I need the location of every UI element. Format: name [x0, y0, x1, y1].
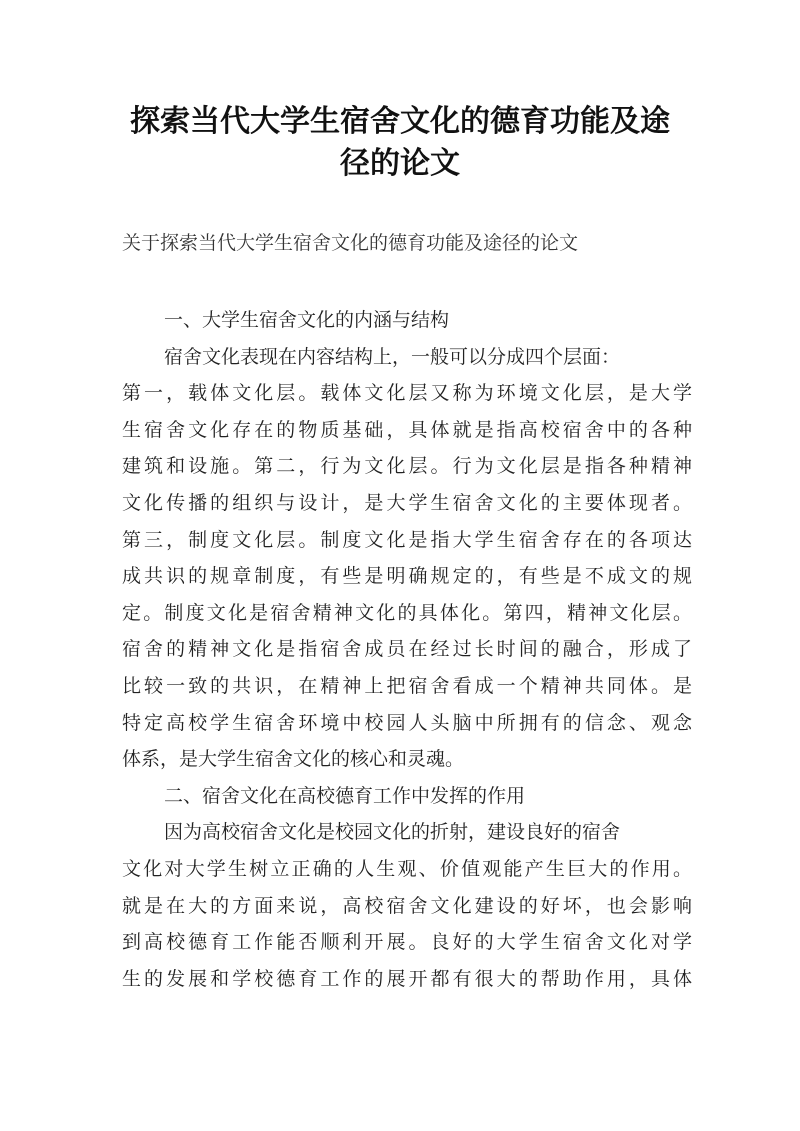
paragraph-line: 文化传播的组织与设计，是大学生宿舍文化的主要体现者。 [122, 491, 692, 514]
paragraph-line: 因为高校宿舍文化是校园文化的折射，建设良好的宿舍 [164, 821, 621, 844]
paragraph-line: 生的发展和学校德育工作的展开都有很大的帮助作用，具体 [122, 967, 692, 990]
paragraph-line: 成共识的规章制度，有些是明确规定的，有些是不成文的规 [122, 565, 692, 588]
section-heading-1: 一、大学生宿舍文化的内涵与结构 [164, 309, 450, 331]
paragraph-line: 生宿舍文化存在的物质基础，具体就是指高校宿舍中的各种 [122, 418, 692, 441]
document-subtitle: 关于探索当代大学生宿舍文化的德育功能及途径的论文 [122, 232, 579, 254]
document-title-line-2: 径的论文 [340, 146, 460, 181]
document-title-line-1: 探索当代大学生宿舍文化的德育功能及途 [130, 104, 670, 139]
paragraph-line: 文化对大学生树立正确的人生观、价值观能产生巨大的作用。 [122, 857, 692, 880]
paragraph-line: 建筑和设施。第二，行为文化层。行为文化层是指各种精神 [122, 455, 692, 478]
paragraph-line: 特定高校学生宿舍环境中校园人头脑中所拥有的信念、观念 [122, 711, 692, 734]
paragraph-line: 第三，制度文化层。制度文化是指大学生宿舍存在的各项达 [122, 528, 692, 551]
paragraph-line: 到高校德育工作能否顺利开展。良好的大学生宿舍文化对学 [122, 931, 692, 954]
paragraph-line: 第一，载体文化层。载体文化层又称为环境文化层，是大学 [122, 382, 692, 405]
paragraph-line: 就是在大的方面来说，高校宿舍文化建设的好坏，也会影响 [122, 894, 692, 917]
paragraph-line: 比较一致的共识，在精神上把宿舍看成一个精神共同体。是 [122, 674, 692, 697]
section-heading-2: 二、宿舍文化在高校德育工作中发挥的作用 [164, 784, 526, 807]
paragraph-line: 体系，是大学生宿舍文化的核心和灵魂。 [122, 748, 465, 771]
paragraph-line: 定。制度文化是宿舍精神文化的具体化。第四，精神文化层。 [122, 601, 692, 624]
document-body [122, 302, 692, 997]
paragraph-line: 宿舍文化表现在内容结构上，一般可以分成四个层面： [164, 345, 621, 368]
paragraph-line: 宿舍的精神文化是指宿舍成员在经过长时间的融合，形成了 [122, 638, 692, 661]
